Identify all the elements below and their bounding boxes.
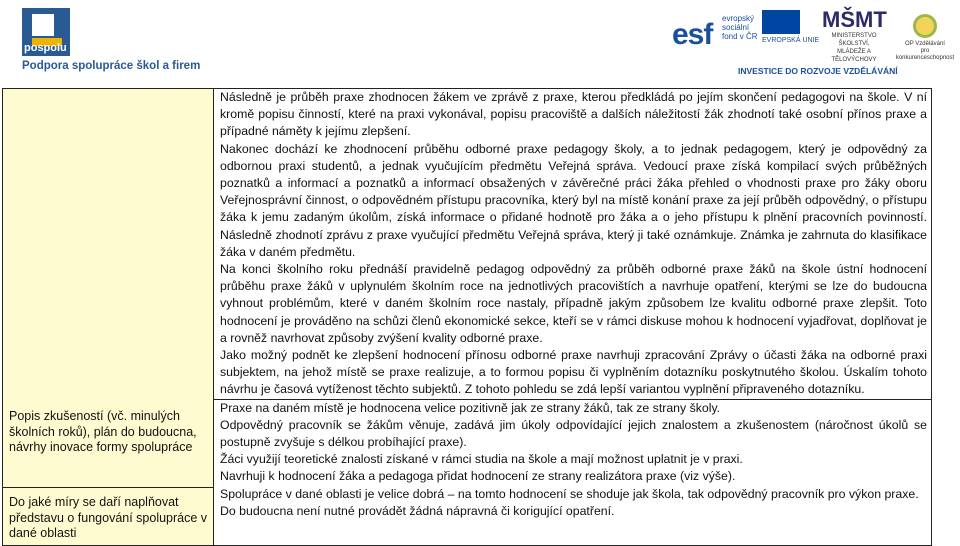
esf-subtitle: evropský sociální fond v ČR xyxy=(722,14,758,41)
invest-banner: INVESTICE DO ROZVOJE VZDĚLÁVÁNÍ xyxy=(738,66,898,76)
paragraph: Odpovědný pracovník se žákům věnuje, zadává jim úkoly odpovídající jejich znalostem a zkušenostem (náročnost úkolů se postupně zvyšuje s délkou probíhající praxe). xyxy=(220,417,927,450)
text-column xyxy=(214,89,932,546)
pospolu-logo-mark xyxy=(22,8,70,56)
ministry-logo: MŠMT MINISTERSTVO ŠKOLSTVÍ, MLÁDEŽE A TĚLOVÝCHOVY xyxy=(822,7,887,63)
eu-flag-icon xyxy=(762,10,800,34)
paragraph: Následně je průběh praxe zhodnocen žákem ve zprávě z praxe, kterou předkládá po jejím skončení pedagogovi na škole. V ní kromě popisu činností, které na praxi vykonával, popisu pracoviště a dalších náležitostí žák zhodnotí také osobní přínos praxe a případné náměty k jejímu zlepšení. xyxy=(220,90,927,139)
ministry-mark: MŠMT xyxy=(822,7,887,32)
row-divider xyxy=(3,487,213,488)
op-emblem-icon xyxy=(913,14,937,38)
paragraph: Do budoucna není nutné provádět žádná nápravná či korigující opatření. xyxy=(220,503,615,518)
row-label-experience: Popis zkušeností (vč. minulých školních roků), plán do budoucna, návrhy inovace formy spolupráce xyxy=(9,409,197,454)
partner-logos xyxy=(672,8,960,74)
op-logo: OP Vzdělávání pro konkurenceschopnost xyxy=(894,14,956,62)
pospolu-logo-name: pospolu xyxy=(24,42,67,54)
paragraph: Na konci školního roku přednáší pravidelně pedagog odpovědný za průběh odborné praxe žáků na škole ústní hodnocení průběhu praxe žáků v uplynulém školním roce na jednotlivých pracovištích a navrhuje opatření, kterými se lze do budoucna vyhnout problémům, které v daném školním roce nastaly, případně jakým způsobem lze kvalitu odborné praxe zlepšit. Toto hodnocení je prováděno na schůzi členů ekonomické sekce, kteří se v rámci diskuse mohou k hodnocení vyjadřovat, doplňovat je a rovněž navrhovat způsoby zvýšení kvality odborné praxe. xyxy=(220,262,927,345)
paragraph: Spolupráce v dané oblasti je velice dobrá – na tomto hodnocení se shoduje jak škola, tak odpovědný pracovník pro výkon praxe. xyxy=(220,486,919,501)
pospolu-tagline: Podpora spolupráce škol a firem xyxy=(22,60,201,72)
paragraph: Žáci využijí teoretické znalosti získané v rámci studia na škole a mají možnost uplatnit je v praxi. xyxy=(220,452,743,467)
paragraph: Praxe na daném místě je hodnocena velice pozitivně jak ze strany žáků, tak ze strany školy. xyxy=(220,400,721,415)
row-label-fulfilment: Do jaké míry se daří naplňovat představu o fungování spolupráce v dané oblasti xyxy=(9,495,208,540)
content-table xyxy=(2,88,932,546)
paragraph: Nakonec dochází ke zhodnocení průběhu odborné praxe pedagogy školy, a to jednak pedagogem, který je odpovědný za odbornou praxi studentů, a jednak vyučujícím předmětu Veřejná správa. Vedoucí praxe získá kompilací svých průběžných poznatků a informací a poznatků a informací obsažených v závěrečné práci žáka přehled o vhodnosti praxe pro žáky oboru Veřejnosprávní činnost, o odpovědném přístupu pracovníka, který byl na místě konání praxe za její průběh odpovědný, o přístupu žáka k jemu zadaným úkolům, získá informace o přidané hodnotě pro žáka a o jeho přístupu k plnění pracovních povinností. Následně zhodnotí zprávu z praxe vyučující předmětu Veřejná správa, který ji také oznámkuje. Známka je zahrnuta do klasifikace žáka v daném předmětu. xyxy=(220,141,927,259)
header xyxy=(0,0,960,82)
pospolu-logo xyxy=(22,8,201,72)
paragraph: Navrhuji k hodnocení žáka a pedagoga přidat hodnocení ze strany realizátora praxe (viz výše). xyxy=(220,469,736,484)
eu-logo: EVROPSKÁ UNIE xyxy=(762,10,819,45)
label-column xyxy=(3,89,214,546)
esf-logo: esf xyxy=(672,18,713,51)
paragraph: Jako možný podnět ke zlepšení hodnocení přínosu odborné praxe navrhuji zpracování Zprávy o účasti žáka na odborné praxi subjektem, na jehož místě se praxe realizuje, a to formou popisu či vyplněním dotazníku poskytnutého školou. Úskalím tohoto návrhu je časová vytíženost těchto subjektů. Z tohoto pohledu se zdá lepší variantou vyplnění připraveného dotazníku. xyxy=(220,348,927,397)
